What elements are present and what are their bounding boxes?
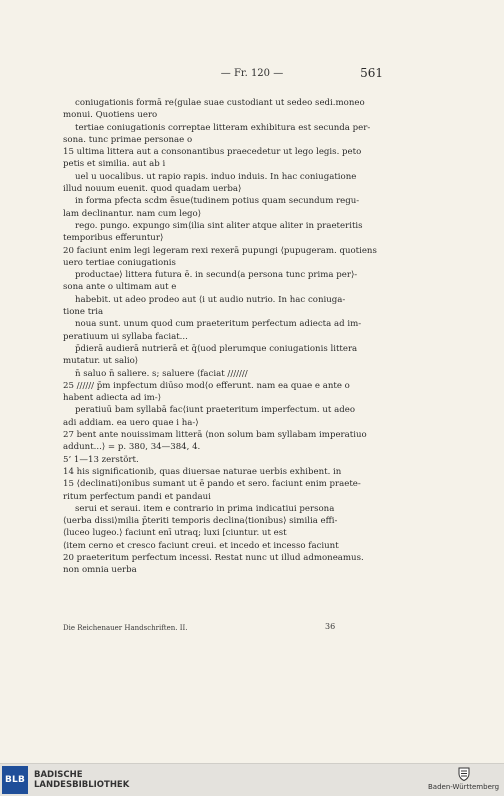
text-line: temporibus efferuntur⟩ — [63, 233, 164, 244]
library-name — [34, 770, 129, 790]
text-line: 15 ultima littera aut a consonantibus praecedetur ut lego legis. peto — [63, 147, 362, 158]
page-header — [0, 68, 504, 86]
text-line: ⟨luceo lugeo.⟩ faciunt enī utraq; luxi [ciuntur. ut est — [63, 528, 287, 539]
text-line: 20 praeteritum perfectum incessi. Restat nunc ut illud admoneamus. — [63, 552, 364, 563]
text-line: adi addiam. ea uero quae i ha-⟩ — [63, 417, 199, 428]
text-line: lam declinantur. nam cum lego⟩ — [63, 208, 202, 219]
text-line: sona ante o ultimam aut e — [63, 282, 177, 293]
text-line: coniugationis formā re⟨gulae suae custodiant ut sedeo sedi.moneo — [75, 98, 365, 108]
signature-number: 36 — [325, 622, 336, 631]
text-line: peratiuum ui syllaba faciat... — [63, 331, 188, 342]
text-line: 27 bent ante nouissimam litterā ⟨non solum bam syllabam imperatiuo — [63, 430, 367, 441]
text-line: n̄ saluo n̄ saliere. s; saluere ⟨faciat /////// — [75, 368, 248, 379]
text-line: uel u uocalibus. ut rapio rapis. induo induis. In hac coniugatione — [75, 171, 357, 182]
text-line: addunt...⟩ = p. 380, 34—384, 4. — [63, 442, 201, 453]
text-line: non omnia uerba — [63, 565, 137, 576]
text-line: p̄dierā audierā nutrierā et q̄⟨uod plerumque coniugationis littera — [75, 343, 358, 354]
text-line: sona. tunc primae personae o — [63, 134, 193, 145]
library-bar — [0, 763, 504, 796]
text-line: mutatur. ut salio⟩ — [63, 356, 139, 367]
text-line: monui. Quotiens uero — [63, 110, 158, 121]
text-line: rego. pungo. expungo sim⟨ilia sint aliter atque aliter in praeteritis — [75, 220, 363, 231]
text-line: tertiae coniugationis correptae litteram exhibitura est secunda per- — [75, 122, 371, 133]
text-line: ritum perfectum pandi et pandaui — [63, 491, 211, 502]
running-head: — Fr. 120 — — [220, 68, 284, 79]
text-line: 20 faciunt enim legi legeram rexi rexerā pupungi ⟨pupugeram. quotiens — [63, 245, 377, 256]
text-line: serui et seraui. item e contrario in prima indicatiui persona — [75, 503, 335, 514]
text-line: illud nouum euenit. quod quadam uerba⟩ — [63, 184, 242, 195]
text-line: tione tria — [63, 307, 104, 318]
library-name-line1: BADISCHE — [34, 770, 83, 780]
page-number: 561 — [360, 66, 383, 80]
text-line: noua sunt. unum quod cum praeteritum perfectum adiecta ad im- — [75, 319, 362, 330]
body-text — [63, 97, 393, 577]
text-line: 14 his significationib, quas diuersae naturae uerbis exhibent. in — [63, 466, 342, 477]
text-line: ⟨uerba dissi⟩milia p̄teriti temporis declina⟨tionibus⟩ similia effi- — [63, 516, 338, 527]
crest-icon — [456, 766, 472, 782]
text-line: 15 ⟨declinati⟩onibus sumant ut ē pando et sero. faciunt enim praete- — [63, 479, 361, 490]
text-line: petis et similia. aut ab i — [63, 159, 166, 170]
blb-logo[interactable]: BLB — [2, 766, 28, 794]
text-line: habebit. ut adeo prodeo aut ⟨i ut audio nutrio. In hac coniuga- — [75, 294, 346, 305]
text-line: productae⟩ littera futura ē. in secund⟨a persona tunc prima per⟩- — [75, 270, 358, 281]
text-line: habent adiecta ad im-⟩ — [63, 393, 162, 404]
text-line: 5’ 1—13 zerstört. — [63, 454, 139, 465]
text-line: peratiuū bam syllabā fac⟨iunt praeteritum imperfectum. ut adeo — [75, 405, 356, 416]
text-line: ⟨item cerno et cresco faciunt creui. et incedo et incesso faciunt — [63, 540, 339, 551]
text-line: uero tertiae coniugationis — [63, 257, 176, 268]
state-label: Baden-Württemberg — [428, 783, 500, 791]
footer-source: Die Reichenauer Handschriften. II. — [63, 624, 188, 632]
page-footer — [63, 624, 393, 638]
text-line: in forma pfecta scdm ēsue⟨tudinem potius quam secundum regu- — [75, 196, 360, 207]
text-line: 25 ////// p̄m inpfectum diūso mod⟨o efferunt. nam ea quae e ante o — [63, 380, 350, 391]
library-name-line2: LANDESBIBLIOTHEK — [34, 780, 130, 790]
